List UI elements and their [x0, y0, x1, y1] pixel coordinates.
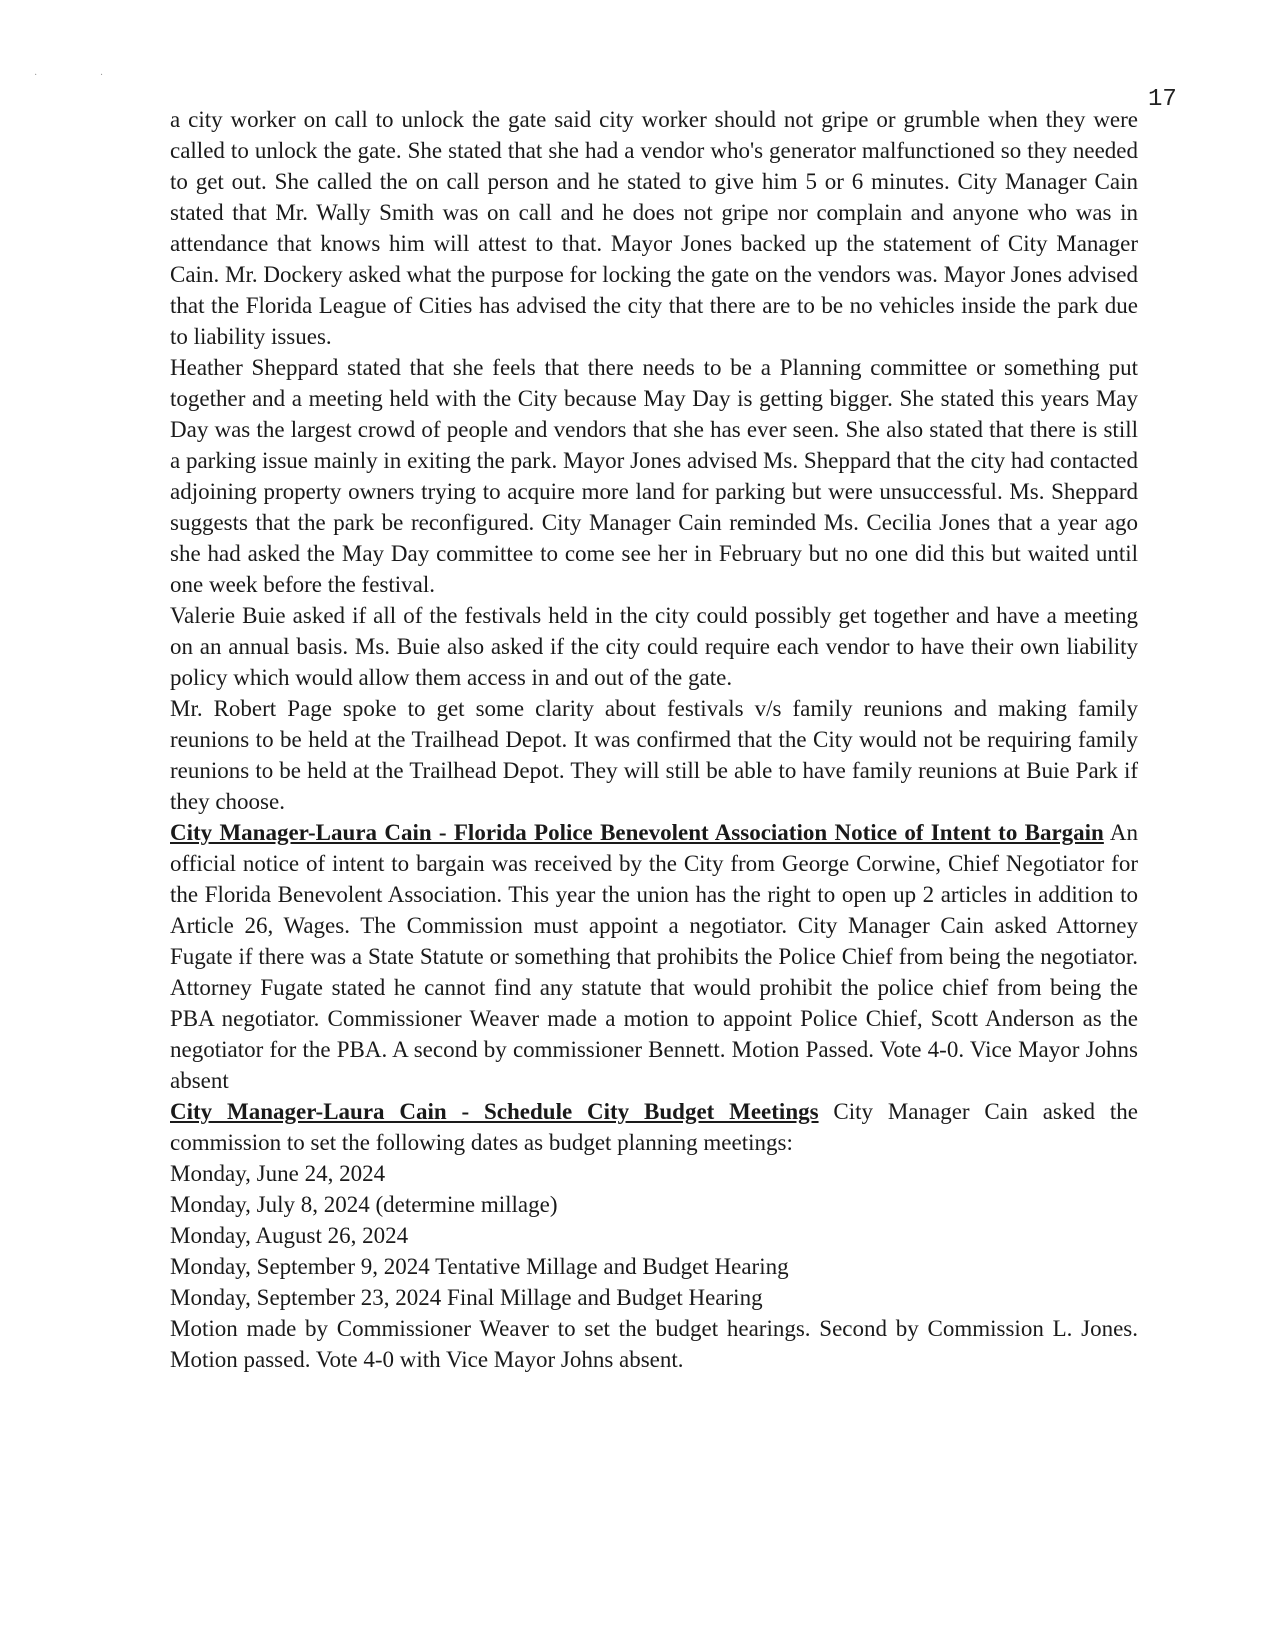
paragraph-robert-page: Mr. Robert Page spoke to get some clarity about festivals v/s family reunions and making family reunions to be held at the Trailhead Depot. It was confirmed that the City would not be requiring family reunions to be held at the Trailhead Depot. They will still be able to have family reunions at Buie Park if they choose.: [170, 696, 1138, 814]
budget-date-5: Monday, September 23, 2024 Final Millage and Budget Hearing: [170, 1285, 763, 1310]
paragraph-heather-sheppard: Heather Sheppard stated that she feels that there needs to be a Planning committee or something put together and a meeting held with the City because May Day is getting bigger. She stated this years May Day was the largest crowd of people and vendors that she has ever seen. She also stated that there is still a parking issue mainly in exiting the park. Mayor Jones advised Ms. Sheppard that the city had contacted adjoining property owners trying to acquire more land for parking but were unsuccessful. Ms. Sheppard suggests that the park be reconfigured. City Manager Cain reminded Ms. Cecilia Jones that a year ago she had asked the May Day committee to come see her in February but no one did this but waited until one week before the festival.: [170, 355, 1138, 597]
document-body: [170, 104, 1138, 1375]
paragraph-valerie-buie: Valerie Buie asked if all of the festivals held in the city could possibly get together and have a meeting on an annual basis. Ms. Buie also asked if the city could require each vendor to have their own liability policy which would allow them access in and out of the gate.: [170, 603, 1138, 690]
section-pba-heading: City Manager-Laura Cain - Florida Police Benevolent Association Notice of Intent to Bargain: [170, 820, 1104, 845]
paragraph-gate-worker: a city worker on call to unlock the gate said city worker should not gripe or grumble when they were called to unlock the gate. She stated that she had a vendor who's generator malfunctioned so they needed to get out. She called the on call person and he stated to give him 5 or 6 minutes. City Manager Cain stated that Mr. Wally Smith was on call and he does not gripe nor complain and anyone who was in attendance that knows him will attest to that. Mayor Jones backed up the statement of City Manager Cain. Mr. Dockery asked what the purpose for locking the gate on the vendors was. Mayor Jones advised that the Florida League of Cities has advised the city that there are to be no vehicles inside the park due to liability issues.: [170, 107, 1138, 349]
budget-date-2: Monday, July 8, 2024 (determine millage): [170, 1192, 558, 1217]
scan-specks: · ·: [34, 70, 134, 81]
section-budget-heading: City Manager-Laura Cain - Schedule City Budget Meetings: [170, 1099, 819, 1124]
page-number: 17: [1148, 86, 1177, 113]
section-pba-notice: [170, 817, 1138, 1096]
budget-date-1: Monday, June 24, 2024: [170, 1161, 386, 1186]
section-budget-meetings: [170, 1096, 1138, 1158]
section-pba-body: An official notice of intent to bargain was received by the City from George Corwine, Chief Negotiator for the Florida Benevolent Association. This year the union has the right to open up 2 articles in addition to Article 26, Wages. The Commission must appoint a negotiator. City Manager Cain asked Attorney Fugate if there was a State Statute or something that prohibits the Police Chief from being the negotiator. Attorney Fugate stated he cannot find any statute that would prohibit the police chief from being the PBA negotiator. Commissioner Weaver made a motion to appoint Police Chief, Scott Anderson as the negotiator for the PBA. A second by commissioner Bennett. Motion Passed. Vote 4-0. Vice Mayor Johns absent: [170, 820, 1139, 1093]
budget-date-4: Monday, September 9, 2024 Tentative Millage and Budget Hearing: [170, 1254, 789, 1279]
budget-date-3: Monday, August 26, 2024: [170, 1223, 409, 1248]
section-budget-body: City Manager Cain asked the commission to set the following dates as budget planning meetings:: [170, 1099, 1138, 1155]
budget-motion: Motion made by Commissioner Weaver to set the budget hearings. Second by Commission L. Jones. Motion passed. Vote 4-0 with Vice Mayor Johns absent.: [170, 1316, 1138, 1372]
